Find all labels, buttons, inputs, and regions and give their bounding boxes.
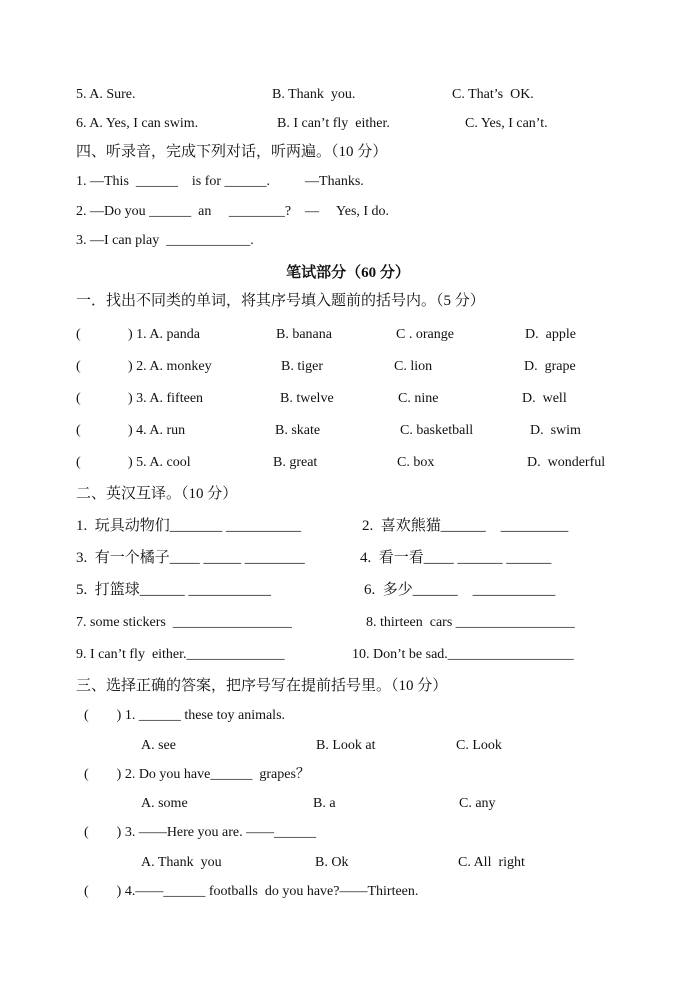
sec1-row1-c: C . orange — [396, 327, 454, 342]
sec3-q2-a: A. some — [141, 796, 188, 811]
sec1-row2-a: ) 2. A. monkey — [128, 359, 212, 374]
sec3-q3-stem: ( ) 3. ——Here you are. ——______ — [84, 825, 317, 840]
section4-line-3: 3. —I can play ____________. — [76, 233, 254, 248]
sec1-row5-paren: ( — [76, 455, 81, 470]
sec3-q2-b: B. a — [313, 796, 336, 811]
sec1-row4-b: B. skate — [275, 423, 321, 438]
sec2-item-6: 6. 多少______ ___________ — [364, 582, 556, 598]
sec3-q1-stem: ( ) 1. ______ these toy animals. — [84, 708, 286, 723]
sec2-item-2: 2. 喜欢熊猫______ _________ — [362, 518, 569, 534]
sec1-row3-a: ) 3. A. fifteen — [128, 391, 204, 406]
sec1-row2-c: C. lion — [394, 359, 433, 374]
sec1-row4-d: D. swim — [530, 423, 581, 438]
sec3-q2-stem: ( ) 2. Do you have______ grapes？ — [84, 767, 310, 782]
sec2-item-8: 8. thirteen cars _________________ — [366, 615, 575, 630]
sec2-item-3: 3. 有一个橘子____ _____ ________ — [76, 550, 305, 566]
q6-option-a: 6. A. Yes, I can swim. — [76, 116, 199, 131]
sec1-row2-b: B. tiger — [281, 359, 323, 374]
sec2-item-1: 1. 玩具动物们_______ __________ — [76, 518, 302, 534]
sec1-row1-a: ) 1. A. panda — [128, 327, 200, 342]
section4-line-2: 2. —Do you ______ an ________? — Yes, I do. — [76, 204, 390, 219]
sec3-q3-c: C. All right — [458, 855, 525, 870]
q6-option-c: C. Yes, I can’t. — [465, 116, 548, 131]
sec2-item-9: 9. I can’t fly either.______________ — [76, 647, 285, 662]
sec1-row2-paren: ( — [76, 359, 81, 374]
sec3-q1-a: A. see — [141, 738, 176, 753]
sec1-row3-b: B. twelve — [280, 391, 334, 406]
sec1-heading: 一．找出不同类的单词，将其序号填入题前的括号内。（5 分） — [76, 293, 485, 309]
sec1-row3-c: C. nine — [398, 391, 439, 406]
q6-option-b: B. I can’t fly either. — [277, 116, 390, 131]
sec1-row5-b: B. great — [273, 455, 318, 470]
q5-option-b: B. Thank you. — [272, 87, 356, 102]
sec3-heading: 三、选择正确的答案，把序号写在提前括号里。（10 分） — [76, 678, 448, 694]
section4-heading: 四、听录音，完成下列对话，听两遍。（10 分） — [76, 144, 388, 160]
sec2-item-5: 5. 打篮球______ ___________ — [76, 582, 272, 598]
sec1-row4-c: C. basketball — [400, 423, 474, 438]
sec3-q4-stem: ( ) 4.——______ footballs do you have?——Thirteen. — [84, 884, 419, 899]
q5-option-a: 5. A. Sure. — [76, 87, 136, 102]
sec1-row5-a: ) 5. A. cool — [128, 455, 191, 470]
sec3-q1-c: C. Look — [456, 738, 502, 753]
sec3-q3-b: B. Ok — [315, 855, 349, 870]
sec2-item-7: 7. some stickers _________________ — [76, 615, 292, 630]
sec1-row4-paren: ( — [76, 423, 81, 438]
sec1-row2-d: D. grape — [524, 359, 576, 374]
sec2-item-10: 10. Don’t be sad.__________________ — [352, 647, 574, 662]
section4-line-1: 1. —This ______ is for ______. —Thanks. — [76, 174, 364, 189]
sec1-row3-d: D. well — [522, 391, 567, 406]
sec3-q2-c: C. any — [459, 796, 496, 811]
sec1-row1-paren: ( — [76, 327, 81, 342]
sec1-row1-b: B. banana — [276, 327, 332, 342]
sec1-row3-paren: ( — [76, 391, 81, 406]
sec1-row5-c: C. box — [397, 455, 435, 470]
sec2-heading: 二、英汉互译。（10 分） — [76, 486, 238, 502]
sec2-item-4: 4. 看一看____ ______ ______ — [360, 550, 552, 566]
written-part-title: 笔试部分（60 分） — [286, 265, 410, 281]
sec3-q3-a: A. Thank you — [141, 855, 222, 870]
sec1-row4-a: ) 4. A. run — [128, 423, 186, 438]
sec1-row5-d: D. wonderful — [527, 455, 606, 470]
sec1-row1-d: D. apple — [525, 327, 576, 342]
sec3-q1-b: B. Look at — [316, 738, 376, 753]
q5-option-c: C. That’s OK. — [452, 87, 534, 102]
